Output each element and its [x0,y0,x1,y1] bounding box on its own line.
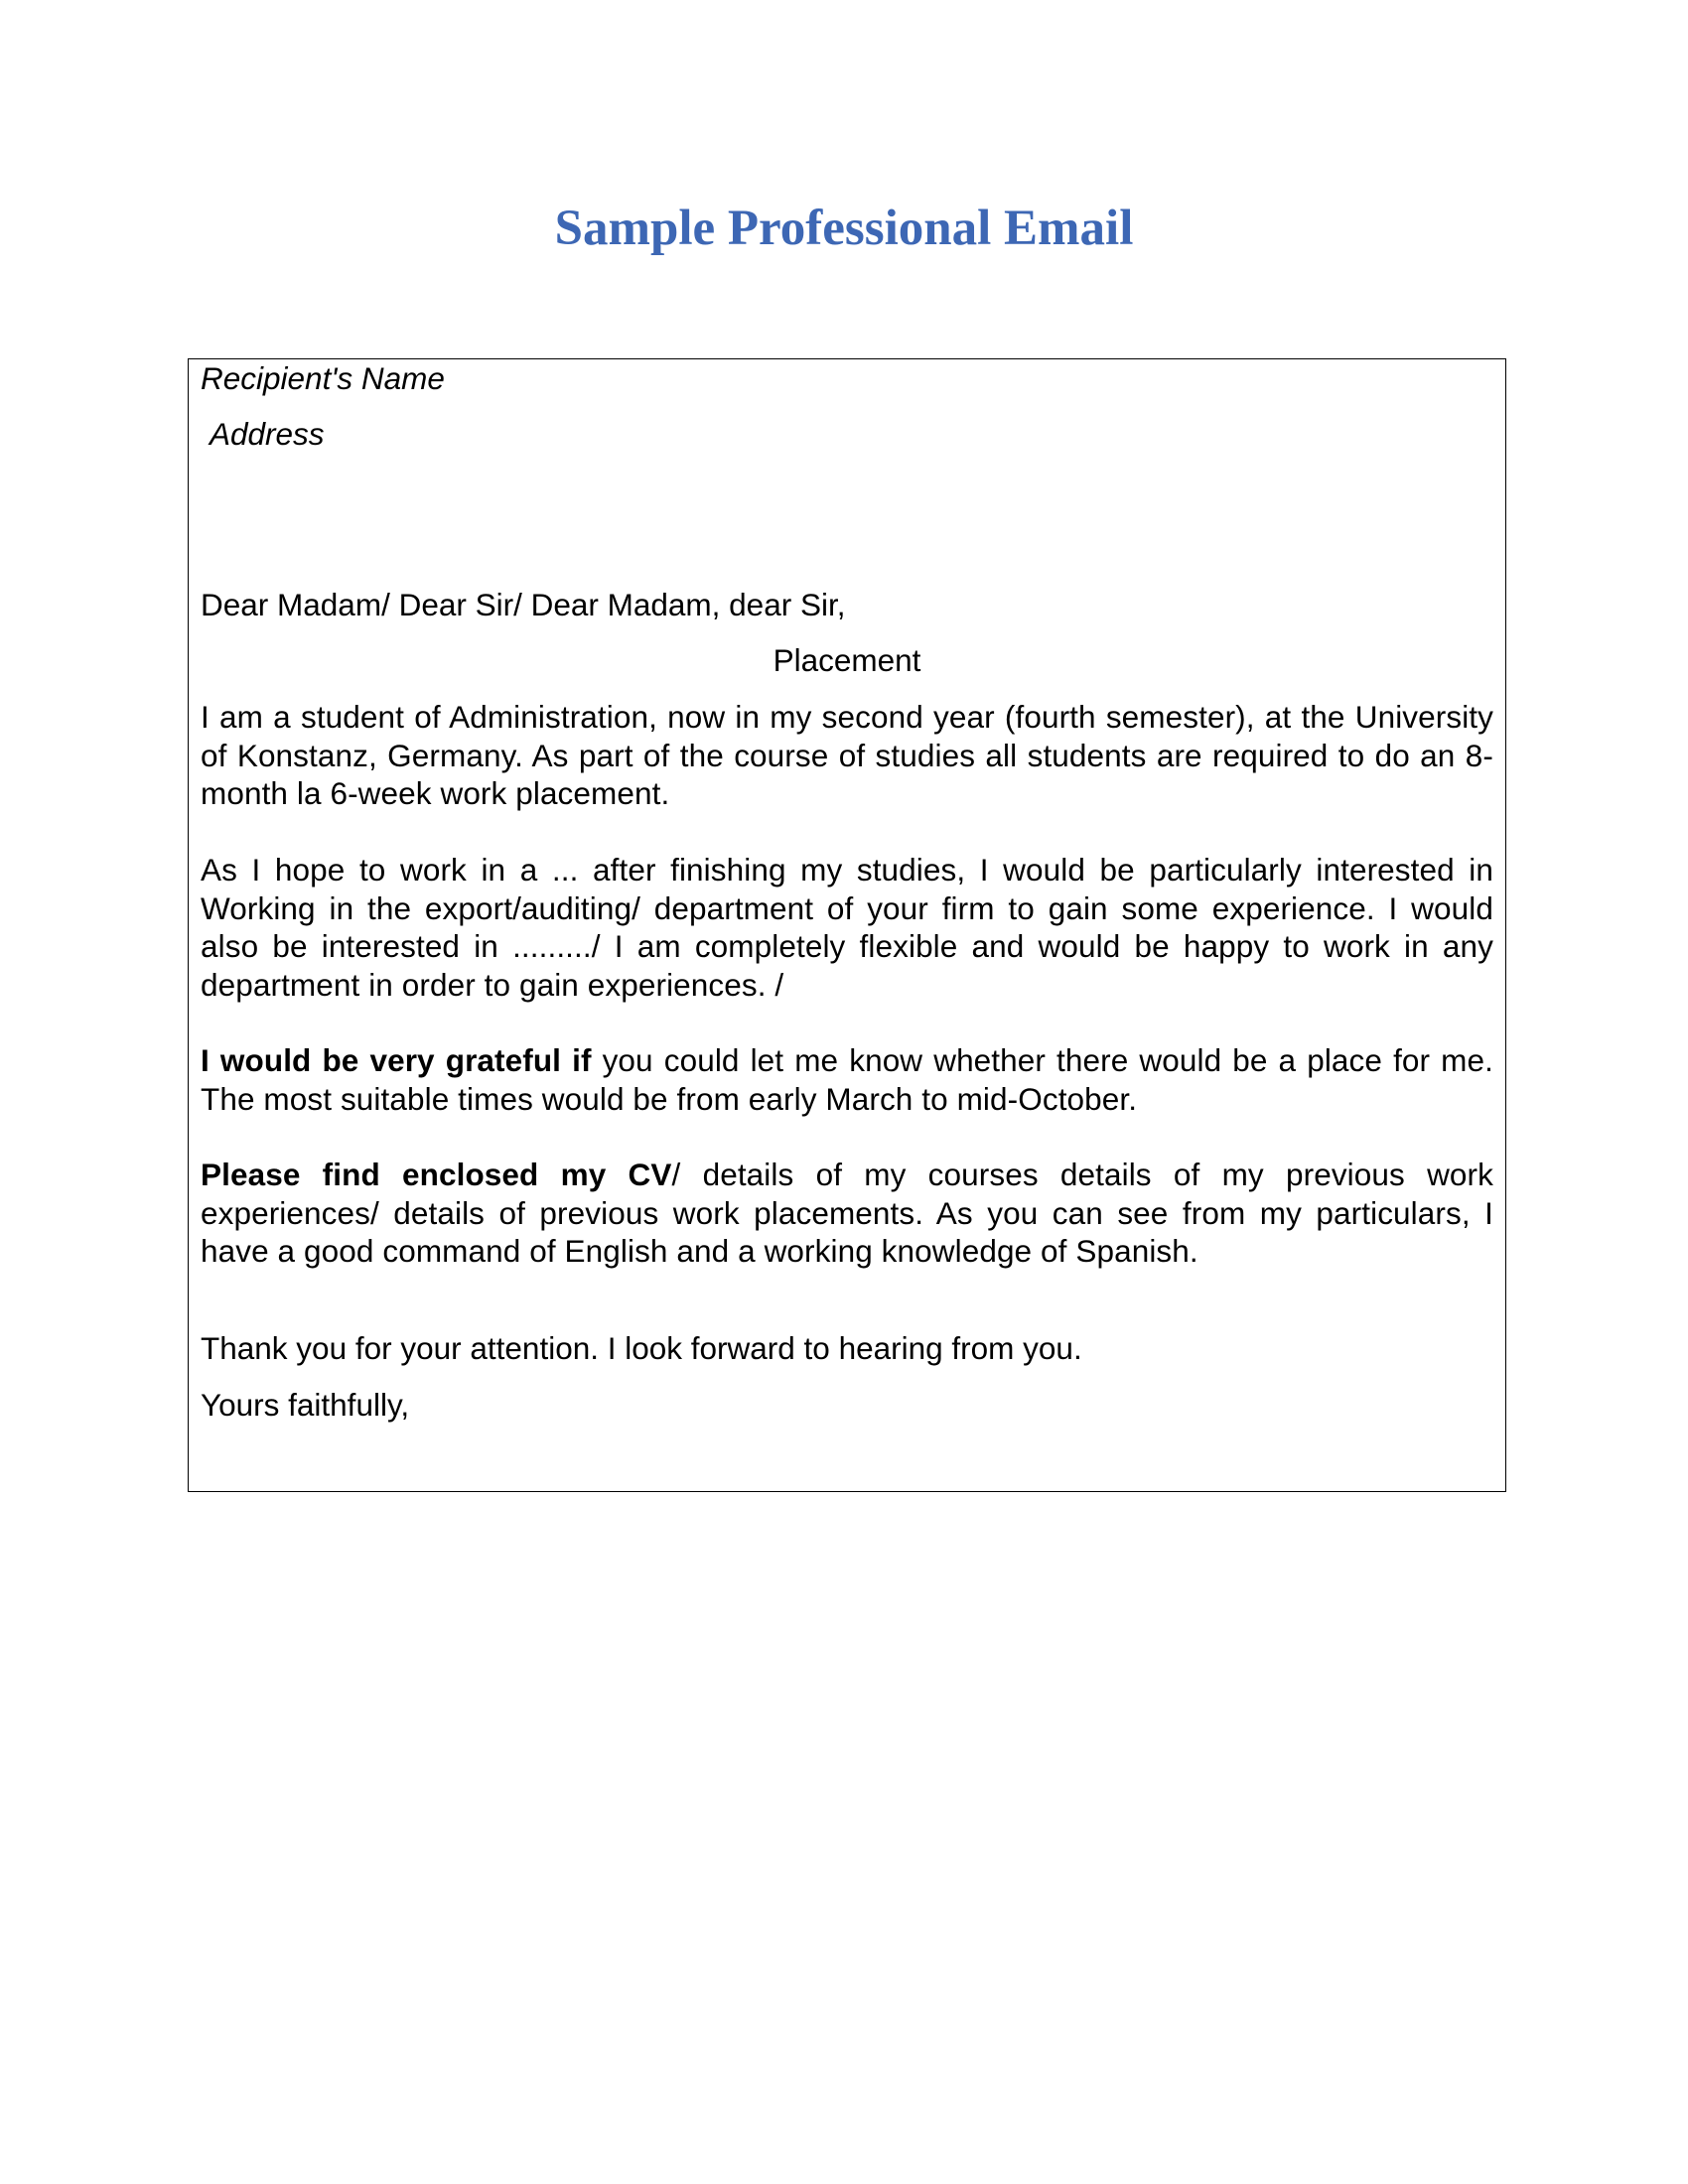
recipient-address: Address [210,416,325,452]
salutation: Dear Madam/ Dear Sir/ Dear Madam, dear Sir, [201,587,846,622]
enclosure-text: / details of my courses details of my previous work experiences/ details of previous work placements. As you can see from my particulars, I have a good command of English and a working knowledge of Spanish. [201,1157,1493,1269]
page-title: Sample Professional Email [554,201,1134,256]
enclosure-emphasis: Please find enclosed my CV [201,1157,672,1192]
closing-line: Thank you for your attention. I look forward to hearing from you. [201,1330,1082,1366]
paragraph-intro: I am a student of Administration, now in my second year (fourth semester), at the University of Konstanz, Germany. As part of the course of studies all students are required to do an 8-month la 6-week work placement. [201,699,1493,811]
letter-box [188,358,1506,1492]
paragraph-enclosure [201,1156,1493,1271]
subject-line: Placement [773,642,921,678]
sign-off: Yours faithfully, [201,1387,410,1423]
request-emphasis: I would be very grateful if [201,1042,592,1078]
recipient-name: Recipient's Name [201,360,445,396]
paragraph-interest: As I hope to work in a ... after finishing my studies, I would be particularly interested in Working in the export/auditing/ department of your firm to gain some experience. I would also be interested in ........./ I am completely flexible and would be happy to work in any department in order to gain experiences. / [201,852,1493,1003]
request-text: you could let me know whether there would be a place for me. The most suitable times would be from early March to mid-October. [201,1042,1493,1117]
paragraph-request [201,1041,1493,1118]
